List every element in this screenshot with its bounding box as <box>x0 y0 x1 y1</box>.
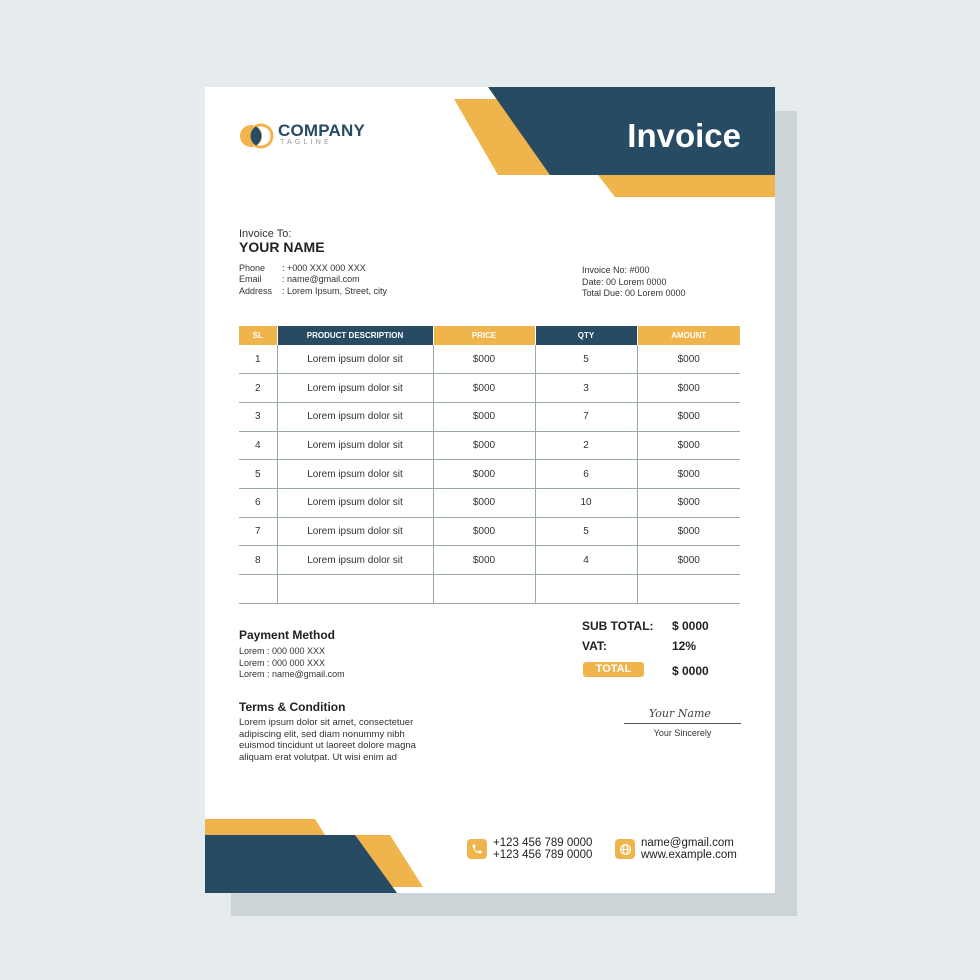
svg-text:Your Name: Your Name <box>649 707 711 720</box>
cell-amount: $000 <box>637 517 740 546</box>
invoice-date: Date: 00 Lorem 0000 <box>582 277 667 287</box>
footer-phone-2: +123 456 789 0000 <box>493 849 593 861</box>
cell-qty: 2 <box>535 431 637 460</box>
cell-amount: $000 <box>637 488 740 517</box>
table-row-empty <box>239 575 740 604</box>
table-row <box>239 431 740 460</box>
cell-qty: 7 <box>535 402 637 431</box>
cell-amount: $000 <box>637 546 740 575</box>
cell-sl: 4 <box>239 431 277 460</box>
vat-value: 12% <box>672 639 697 653</box>
company-name: COMPANY <box>278 121 366 140</box>
payment-value: : 000 000 XXX <box>267 658 326 668</box>
cell-sl: 1 <box>239 345 277 374</box>
signature-caption: Your Sincerely <box>653 728 712 738</box>
footer-web <box>615 837 737 861</box>
cell-price: $000 <box>433 546 535 575</box>
table-row <box>239 345 740 374</box>
payment-value: : 000 000 XXX <box>267 646 326 656</box>
signature-scribble <box>645 701 715 723</box>
cell-amount: $000 <box>637 402 740 431</box>
terms-title: Terms & Condition <box>239 700 346 714</box>
email-value: : name@gmail.com <box>282 274 360 284</box>
footer-phone-1: +123 456 789 0000 <box>493 837 593 849</box>
cell-description: Lorem ipsum dolor sit <box>277 517 433 546</box>
cell-sl: 7 <box>239 517 277 546</box>
header-description: PRODUCT DESCRIPTION <box>277 326 433 345</box>
signature-line <box>624 723 741 724</box>
total-value: $ 0000 <box>672 664 709 678</box>
invoice-page <box>205 87 775 893</box>
payment-label: Lorem <box>239 646 265 656</box>
cell-description: Lorem ipsum dolor sit <box>277 488 433 517</box>
cell-price: $000 <box>433 374 535 403</box>
header-qty: QTY <box>535 326 637 345</box>
invoice-title: Invoice <box>627 117 741 154</box>
phone-value: : +000 XXX 000 XXX <box>282 263 366 273</box>
company-logo-icon <box>239 121 275 151</box>
footer-email: name@gmail.com <box>641 837 734 849</box>
sub-total-label: SUB TOTAL: <box>582 619 654 633</box>
footer-phone <box>467 837 592 861</box>
payment-row <box>239 669 345 679</box>
cell-sl: 2 <box>239 374 277 403</box>
cell-description: Lorem ipsum dolor sit <box>277 431 433 460</box>
sub-total-value: $ 0000 <box>672 619 709 633</box>
footer-website: www.example.com <box>641 849 737 861</box>
cell-sl: 3 <box>239 402 277 431</box>
address-value: : Lorem Ipsum, Street, city <box>282 286 388 296</box>
cell-price: $000 <box>433 460 535 489</box>
payment-value: : name@gmail.com <box>267 669 345 679</box>
cell-sl: 6 <box>239 488 277 517</box>
cell-qty: 10 <box>535 488 637 517</box>
phone-icon <box>467 839 487 859</box>
email-label: Email <box>239 274 262 284</box>
invoice-total-due: Total Due: 00 Lorem 0000 <box>582 288 686 298</box>
cell-description: Lorem ipsum dolor sit <box>277 402 433 431</box>
cell-amount: $000 <box>637 460 740 489</box>
phone-label: Phone <box>239 263 266 273</box>
cell-price: $000 <box>433 345 535 374</box>
cell-qty: 5 <box>535 517 637 546</box>
table-header-row <box>239 326 740 345</box>
header-amount: AMOUNT <box>637 326 740 345</box>
cell-description: Lorem ipsum dolor sit <box>277 546 433 575</box>
invoice-number: Invoice No: #000 <box>582 265 650 275</box>
table-row <box>239 402 740 431</box>
globe-icon <box>615 839 635 859</box>
table-row <box>239 546 740 575</box>
contact-phone <box>239 263 366 273</box>
contact-email <box>239 274 360 284</box>
cell-price <box>433 575 535 604</box>
cell-qty: 5 <box>535 345 637 374</box>
total-label: TOTAL <box>583 662 644 677</box>
cell-description: Lorem ipsum dolor sit <box>277 345 433 374</box>
payment-row <box>239 658 325 668</box>
cell-qty: 3 <box>535 374 637 403</box>
cell-description <box>277 575 433 604</box>
header-sl: SL <box>239 326 277 345</box>
table-row <box>239 460 740 489</box>
cell-qty: 4 <box>535 546 637 575</box>
cell-amount: $000 <box>637 374 740 403</box>
items-table <box>239 326 740 604</box>
invoice-to-label: Invoice To: <box>239 228 292 240</box>
cell-sl: 5 <box>239 460 277 489</box>
cell-price: $000 <box>433 402 535 431</box>
payment-label: Lorem <box>239 669 265 679</box>
cell-qty: 6 <box>535 460 637 489</box>
cell-sl: 8 <box>239 546 277 575</box>
cell-amount: $000 <box>637 431 740 460</box>
table-row <box>239 488 740 517</box>
cell-amount: $000 <box>637 345 740 374</box>
cell-price: $000 <box>433 488 535 517</box>
contact-address <box>239 286 387 296</box>
header-price: PRICE <box>433 326 535 345</box>
cell-price: $000 <box>433 431 535 460</box>
table-row <box>239 517 740 546</box>
payment-row <box>239 646 325 656</box>
address-label: Address <box>239 286 273 296</box>
cell-description: Lorem ipsum dolor sit <box>277 460 433 489</box>
table-row <box>239 374 740 403</box>
terms-text: Lorem ipsum dolor sit amet, consectetuer adipiscing elit, sed diam nonummy nibh euismod tincidunt ut laoreet dolore magna aliquam erat volutpat. Ut wisi enim ad <box>239 717 416 763</box>
payment-method-title: Payment Method <box>239 628 336 642</box>
cell-qty <box>535 575 637 604</box>
company-tagline: TAGLINE <box>280 139 332 146</box>
customer-name: YOUR NAME <box>239 239 325 255</box>
vat-label: VAT: <box>582 639 607 653</box>
cell-price: $000 <box>433 517 535 546</box>
cell-sl <box>239 575 277 604</box>
payment-label: Lorem <box>239 658 265 668</box>
cell-amount <box>637 575 740 604</box>
cell-description: Lorem ipsum dolor sit <box>277 374 433 403</box>
